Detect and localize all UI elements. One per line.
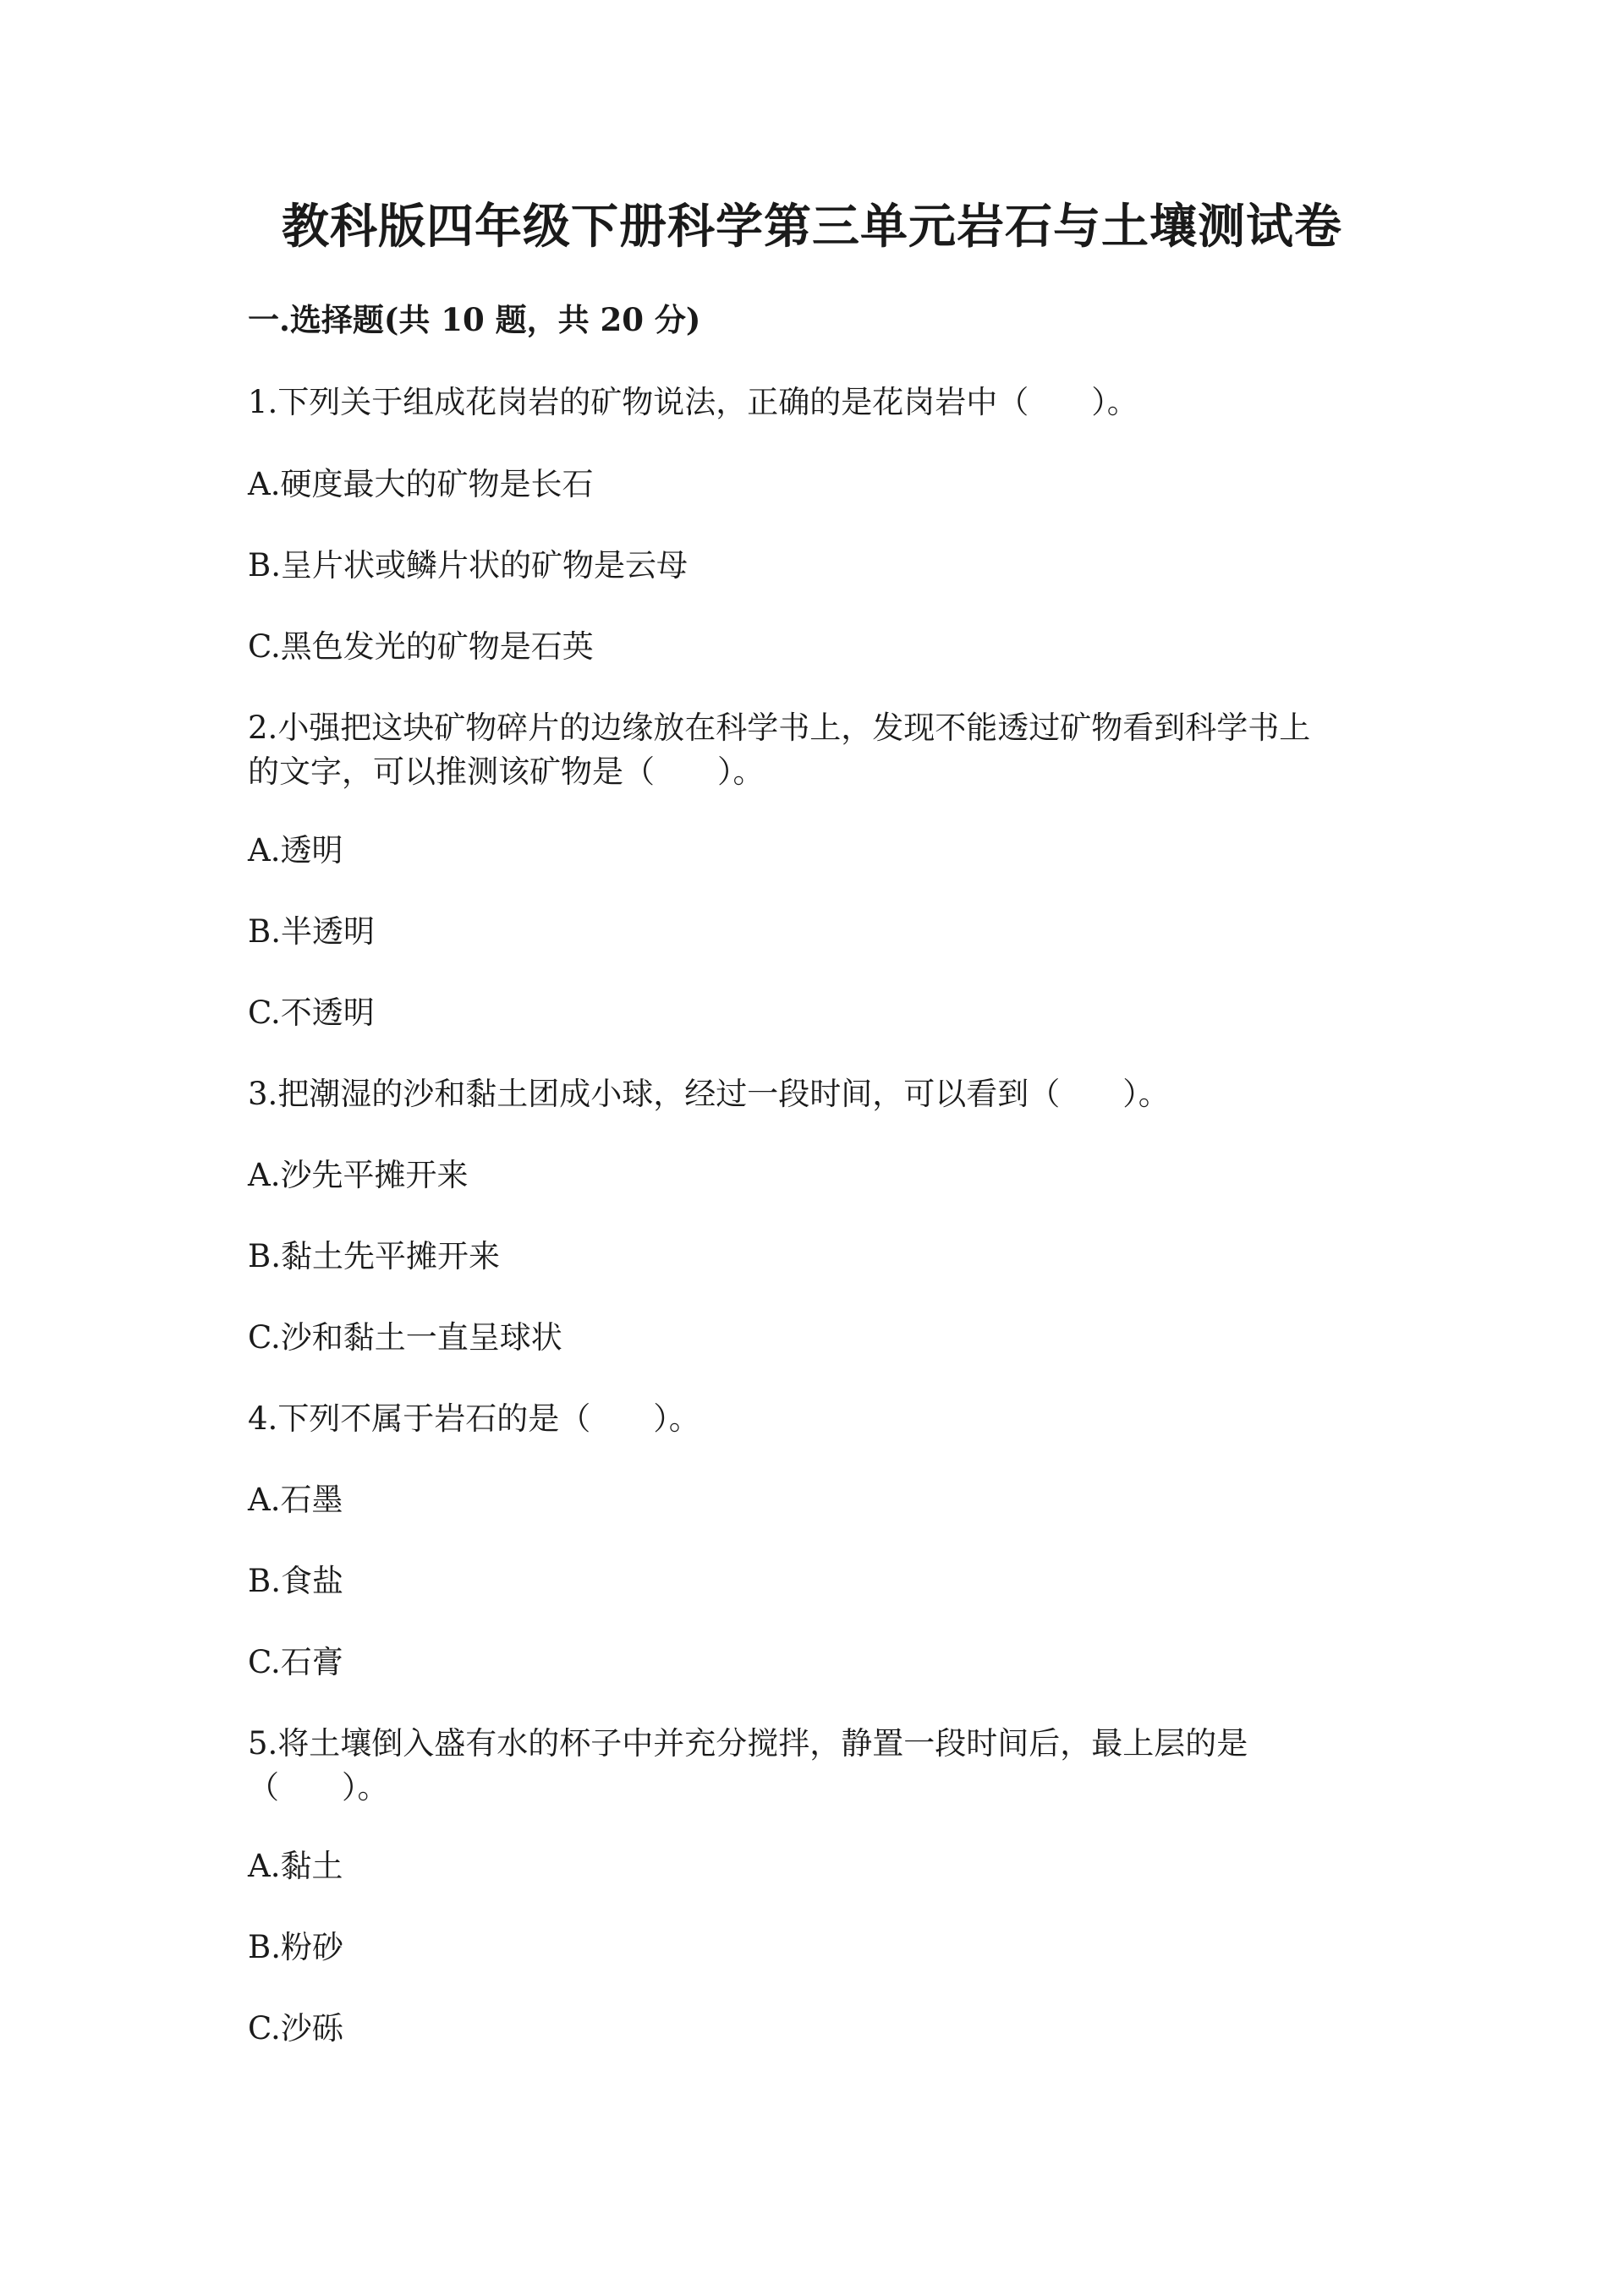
question-stem: 把潮湿的沙和黏土团成小球，经过一段时间，可以看到（ ）。	[277, 1076, 1170, 1112]
question-stem: 下列不属于岩石的是（ ）。	[277, 1400, 700, 1437]
option-label: C.	[248, 1319, 281, 1356]
question-3-option-b	[248, 1235, 500, 1279]
option-text: 食盐	[280, 1563, 343, 1599]
option-label: B.	[248, 913, 281, 950]
question-number: 3.	[248, 1076, 278, 1112]
option-text: 沙先平摊开来	[280, 1157, 469, 1193]
question-stem-line-1: 将土壤倒入盛有水的杯子中并充分搅拌，静置一段时间后，最上层的是	[277, 1725, 1248, 1762]
option-label: B.	[248, 1929, 281, 1965]
option-text: 透明	[280, 832, 343, 869]
question-1-option-c	[248, 625, 594, 669]
question-2-option-c	[248, 991, 375, 1035]
question-5-option-a	[248, 1844, 343, 1888]
option-label: C.	[248, 628, 281, 665]
question-number: 2.	[248, 710, 278, 746]
question-4-option-b	[248, 1559, 343, 1603]
option-text: 硬度最大的矿物是长石	[280, 466, 594, 502]
question-stem-line-2: 的文字，可以推测该矿物是（ ）。	[248, 753, 765, 790]
question-stem: 下列关于组成花岗岩的矿物说法，正确的是花岗岩中（ ）。	[277, 384, 1138, 420]
question-1	[248, 381, 1138, 425]
question-5	[248, 1722, 1248, 1766]
option-text: 沙砾	[280, 2010, 343, 2047]
question-number: 4.	[248, 1400, 278, 1437]
option-text: 石膏	[280, 1644, 343, 1680]
question-4	[248, 1397, 700, 1441]
option-label: A.	[248, 1157, 281, 1193]
question-4-option-a	[248, 1478, 343, 1522]
question-1-option-a	[248, 463, 593, 507]
question-number: 5.	[248, 1725, 278, 1762]
question-3-option-a	[248, 1153, 468, 1197]
page-title: 教科版四年级下册科学第三单元岩石与土壤测试卷	[282, 199, 1342, 255]
question-1-option-b	[248, 544, 688, 588]
option-label: C.	[248, 995, 281, 1031]
question-2-option-a	[248, 829, 343, 873]
option-label: A.	[248, 832, 281, 869]
option-label: A.	[248, 1848, 281, 1884]
option-label: B.	[248, 1563, 281, 1599]
question-2	[248, 706, 1310, 750]
option-label: A.	[248, 466, 281, 502]
option-text: 石墨	[280, 1482, 343, 1518]
option-label: B.	[248, 1238, 281, 1274]
option-text: 呈片状或鳞片状的矿物是云母	[280, 547, 688, 584]
option-label: C.	[248, 2010, 281, 2047]
question-2-continued	[248, 750, 765, 794]
option-label: C.	[248, 1644, 281, 1680]
question-4-option-c	[248, 1641, 343, 1685]
option-text: 黏土	[280, 1848, 343, 1884]
question-5-continued	[248, 1766, 389, 1810]
option-text: 粉砂	[280, 1929, 343, 1965]
option-text: 不透明	[280, 995, 375, 1031]
option-text: 黏土先平摊开来	[280, 1238, 500, 1274]
question-2-option-b	[248, 910, 375, 954]
question-5-option-b	[248, 1926, 343, 1970]
section-heading: 一.选择题(共 10 题，共 20 分)	[248, 301, 701, 338]
question-stem-line-1: 小强把这块矿物碎片的边缘放在科学书上，发现不能透过矿物看到科学书上	[277, 710, 1311, 746]
option-label: A.	[248, 1482, 281, 1518]
option-text: 黑色发光的矿物是石英	[280, 628, 594, 665]
option-label: B.	[248, 547, 281, 584]
question-number: 1.	[248, 384, 278, 420]
question-stem-line-2: （ ）。	[248, 1769, 389, 1806]
question-3	[248, 1072, 1170, 1116]
question-5-option-c	[248, 2007, 343, 2051]
option-text: 沙和黏土一直呈球状	[280, 1319, 562, 1356]
question-3-option-c	[248, 1316, 562, 1360]
option-text: 半透明	[280, 913, 375, 950]
